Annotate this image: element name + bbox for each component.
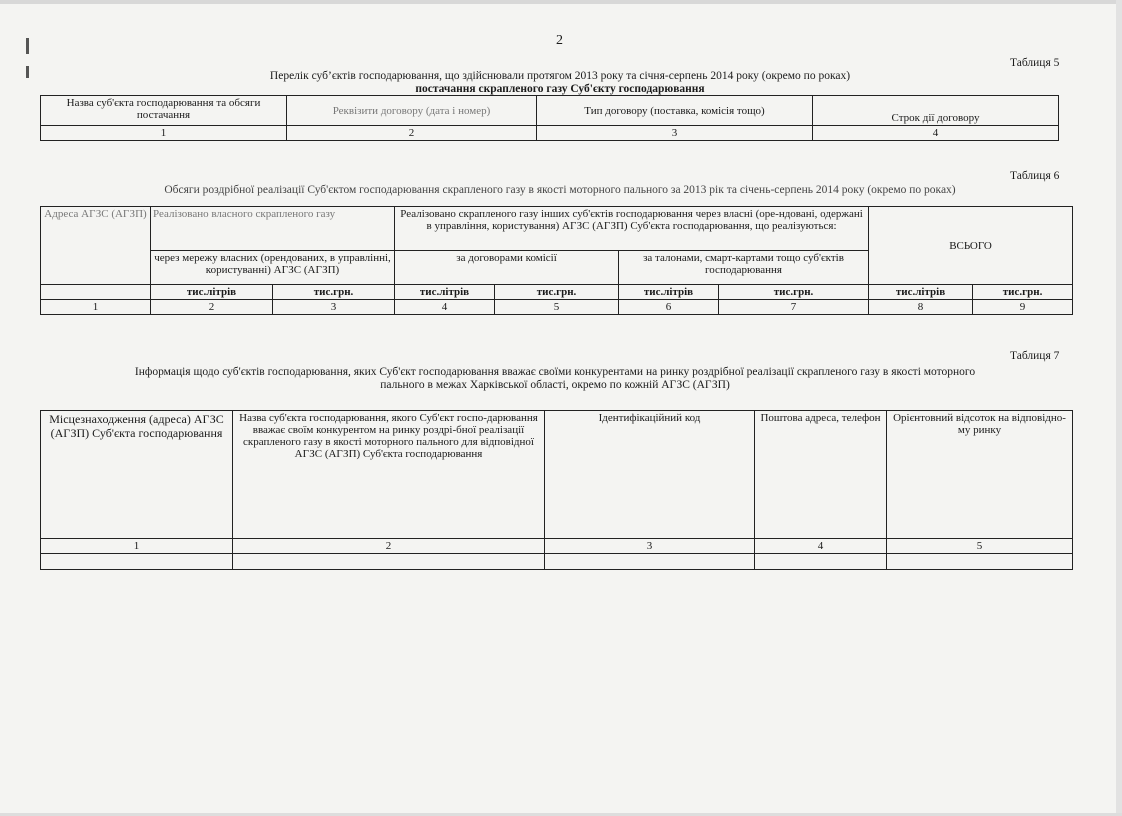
table6-unit-cell: тис.літрів [151,285,273,300]
table6-number-cell: 9 [973,300,1073,315]
table7-title-line2: пального в межах Харківської області, окремо по кожній АГЗС (АГЗП) [380,379,730,391]
table6-units-row [41,285,1073,300]
table7-empty-cell [41,554,233,570]
table7-empty-cell [545,554,755,570]
table5-number-cell: 1 [41,126,287,141]
table7 [40,410,1073,570]
table5-header-row [41,96,1059,126]
table6-unit-cell: тис.літрів [619,285,719,300]
table7-header-cell: Ідентифікаційний код [545,411,755,539]
table6-number-cell: 8 [869,300,973,315]
table6-header-row [41,207,1073,251]
table6-own-header: Реалізовано власного скрапленого газу [151,207,395,251]
table6-number-cell: 5 [495,300,619,315]
table5-header-cell: Тип договору (поставка, комісія тощо) [537,96,813,126]
table6 [40,206,1073,315]
table6-title: Обсяги роздрібної реалізації Суб'єктом господарювання скрапленого газу в якості моторного пального за 2013 рік та січень-серпень 2014 року (окремо по роках) [164,184,956,196]
table7-header-cell: Поштова адреса, телефон [755,411,887,539]
table6-unit-cell: тис.грн. [273,285,395,300]
table7-number-cell: 4 [755,539,887,554]
table7-number-cell: 1 [41,539,233,554]
table6-unit-cell: тис.грн. [495,285,619,300]
page-number: 2 [556,33,563,48]
table7-header-cell: Назва суб'єкта господарювання, якого Суб'єкт госпо-дарювання вважає своїм конкурентом на ринку роздрі-бної реалізації скрапленого газу в якості моторного пального для відповідної АГЗС (АГЗП) Суб'єкта господарювання [233,411,545,539]
table7-empty-cell [755,554,887,570]
table7-number-cell: 5 [887,539,1073,554]
table6-label: Таблиця 6 [1010,170,1060,182]
table5-title [120,70,1000,96]
table7-label: Таблиця 7 [1010,350,1060,362]
table6-unit-cell: тис.літрів [395,285,495,300]
table7-number-cell: 2 [233,539,545,554]
table6-total-header: ВСЬОГО [869,207,1073,285]
table5-header-cell: Строк дії договору [813,96,1059,126]
table6-unit-cell: тис.літрів [869,285,973,300]
table6-number-cell: 6 [619,300,719,315]
table6-coupons-subheader: за талонами, смарт-картами тощо суб'єктів господарювання [619,251,869,285]
table7-header-cell: Місцезнаходження (адреса) АГЗС (АГЗП) Суб'єкта господарювання [41,411,233,539]
table5-number-cell: 4 [813,126,1059,141]
table5-header-cell: Назва суб'єкта господарювання та обсяги постачання [41,96,287,126]
table7-header-row [41,411,1073,539]
table7-empty-cell [233,554,545,570]
scan-right-edge [1116,0,1122,816]
table6-address-header: Адреса АГЗС (АГЗП) [41,207,151,285]
table5-header-cell: Реквізити договору (дата і номер) [287,96,537,126]
table6-number-cell: 4 [395,300,495,315]
table7-number-cell: 3 [545,539,755,554]
table7-empty-cell [887,554,1073,570]
punch-hole-mark [26,66,29,78]
table7-empty-row [41,554,1073,570]
table7-header-cell: Орієнтовний відсоток на відповідно-му ринку [887,411,1073,539]
table6-units-empty [41,285,151,300]
table6-number-cell: 7 [719,300,869,315]
table6-number-cell: 2 [151,300,273,315]
table7-title-line1: Інформація щодо суб'єктів господарювання, яких Суб'єкт господарювання вважає своїми конкурентами на ринку роздрібної реалізації скрапленого газу в якості моторного [134,366,976,378]
table6-unit-cell: тис.грн. [973,285,1073,300]
table5-label: Таблиця 5 [1010,57,1060,69]
table5-number-cell: 3 [537,126,813,141]
table6-number-row [41,300,1073,315]
table5-number-row [41,126,1059,141]
scan-top-edge [0,0,1122,4]
table7-number-row [41,539,1073,554]
table6-number-cell: 3 [273,300,395,315]
punch-hole-mark [26,38,29,54]
table5-title-line2: постачання скрапленого газу Суб'єкту господарювання [415,83,705,95]
table6-others-header: Реалізовано скрапленого газу інших суб'єктів господарювання через власні (оре-ндовані, одержані в управління, користування) АГЗС (АГЗП) Суб'єкта господарювання, що реалізуються: [395,207,869,251]
table5-number-cell: 2 [287,126,537,141]
table6-commission-subheader: за договорами комісії [395,251,619,285]
table6-unit-cell: тис.грн. [719,285,869,300]
table5-title-line1: Перелік суб’єктів господарювання, що здійснювали протягом 2013 року та січня-серпень 2014 року (окремо по роках) [269,70,851,82]
table7-title [80,366,1030,392]
table6-number-cell: 1 [41,300,151,315]
table6-own-subheader: через мережу власних (орендованих, в управлінні, користуванні) АГЗС (АГЗП) [151,251,395,285]
table5 [40,95,1059,141]
